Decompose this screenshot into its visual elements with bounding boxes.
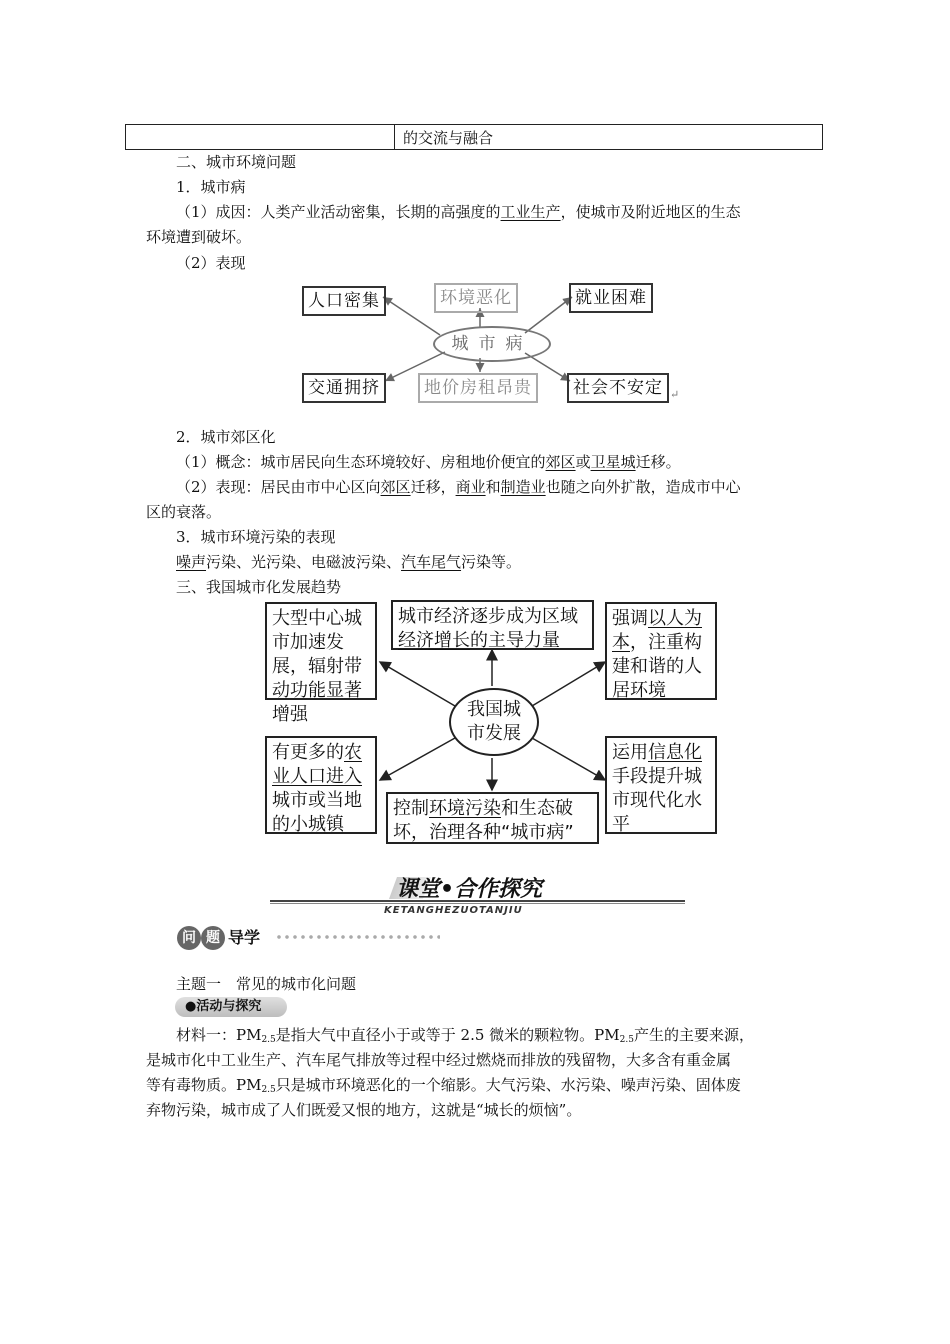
continuation-table: [125, 124, 823, 150]
box-pollution-control: 控制环境污染和生态破坏，治理各种“城市病”: [386, 792, 599, 844]
section-heading: 三、我国城市化发展趋势: [176, 578, 342, 596]
center-city-disease: 城市病: [433, 326, 551, 362]
item-title: 3．城市环境污染的表现: [176, 528, 336, 546]
material-line: 弃物污染，城市成了人们既爱又恨的地方，这就是“城长的烦恼”。: [146, 1101, 582, 1119]
item-subtitle: （2）表现: [176, 254, 246, 272]
table-row: [126, 125, 823, 150]
item-title: 2．城市郊区化: [176, 428, 276, 446]
dotted-decoration: [275, 933, 440, 941]
wenti-char-1: 问: [177, 926, 201, 950]
activity-pill: ●活动与探究: [175, 997, 287, 1017]
box-job-difficult: 就业困难: [569, 283, 653, 313]
banner-subtitle: KETANGHEZUOTANJIU: [384, 905, 523, 916]
wenti-char-2: 题: [201, 926, 225, 950]
paragraph: （2）表现：居民由市中心区向郊区迁移，商业和制造业也随之向外扩散，造成市中心: [176, 478, 741, 496]
table-cell-empty: [126, 125, 395, 150]
paragraph: （1）概念：城市居民向生态环境较好、房租地价便宜的郊区或卫星城迁移。: [176, 453, 681, 471]
paragraph-cont: 环境遭到破坏。: [146, 228, 252, 246]
paragraph: （1）成因：人类产业活动密集，长期的高强度的工业生产，使城市及附近地区的生态: [176, 203, 741, 221]
section-heading: 二、城市环境问题: [176, 153, 297, 171]
center-china-urban-development: 我国城 市发展: [449, 688, 539, 756]
box-people-oriented: 强调以人为本，注重构建和谐的人居环境: [605, 602, 717, 700]
box-population-dense: 人口密集: [302, 286, 386, 316]
box-social-unstable: 社会不安定: [567, 373, 669, 403]
box-urban-economy: 城市经济逐步成为区域经济增长的主导力量: [391, 600, 594, 650]
item-title: 1．城市病: [176, 178, 246, 196]
box-environment-worse: 环境恶化: [434, 283, 518, 313]
table-cell: 的交流与融合: [395, 125, 823, 150]
return-mark: ↵: [670, 388, 680, 401]
material-line: 材料一：$PM_{2.5}$是指大气中直径小于或等于 2.5 微米的颗粒物。$PM_{2.5}$产生的主要来源，: [176, 1026, 754, 1045]
box-traffic-jam: 交通拥挤: [302, 373, 386, 403]
box-big-city-development: 大型中心城市加速发展，辐射带动功能显著增强: [265, 602, 377, 700]
box-rural-migration: 有更多的农业人口进入城市或当地的小城镇: [265, 736, 377, 834]
material-line: 是城市化中工业生产、汽车尾气排放等过程中经过燃烧而排放的残留物，大多含有重金属: [146, 1051, 732, 1069]
paragraph: 噪声污染、光污染、电磁波污染、汽车尾气污染等。: [176, 553, 522, 571]
wenti-label: 导学: [228, 928, 261, 947]
material-line: 等有毒物质。$PM_{2.5}$只是城市环境恶化的一个缩影。大气污染、水污染、噪声污染、固体废: [146, 1076, 741, 1095]
banner-title: 课堂•合作探究: [396, 877, 543, 902]
topic-title: 主题一 常见的城市化问题: [176, 975, 357, 993]
box-high-rent: 地价房租昂贵: [418, 373, 538, 403]
box-informatization: 运用信息化手段提升城市现代化水平: [605, 736, 717, 834]
paragraph-cont: 区的衰落。: [146, 503, 222, 521]
